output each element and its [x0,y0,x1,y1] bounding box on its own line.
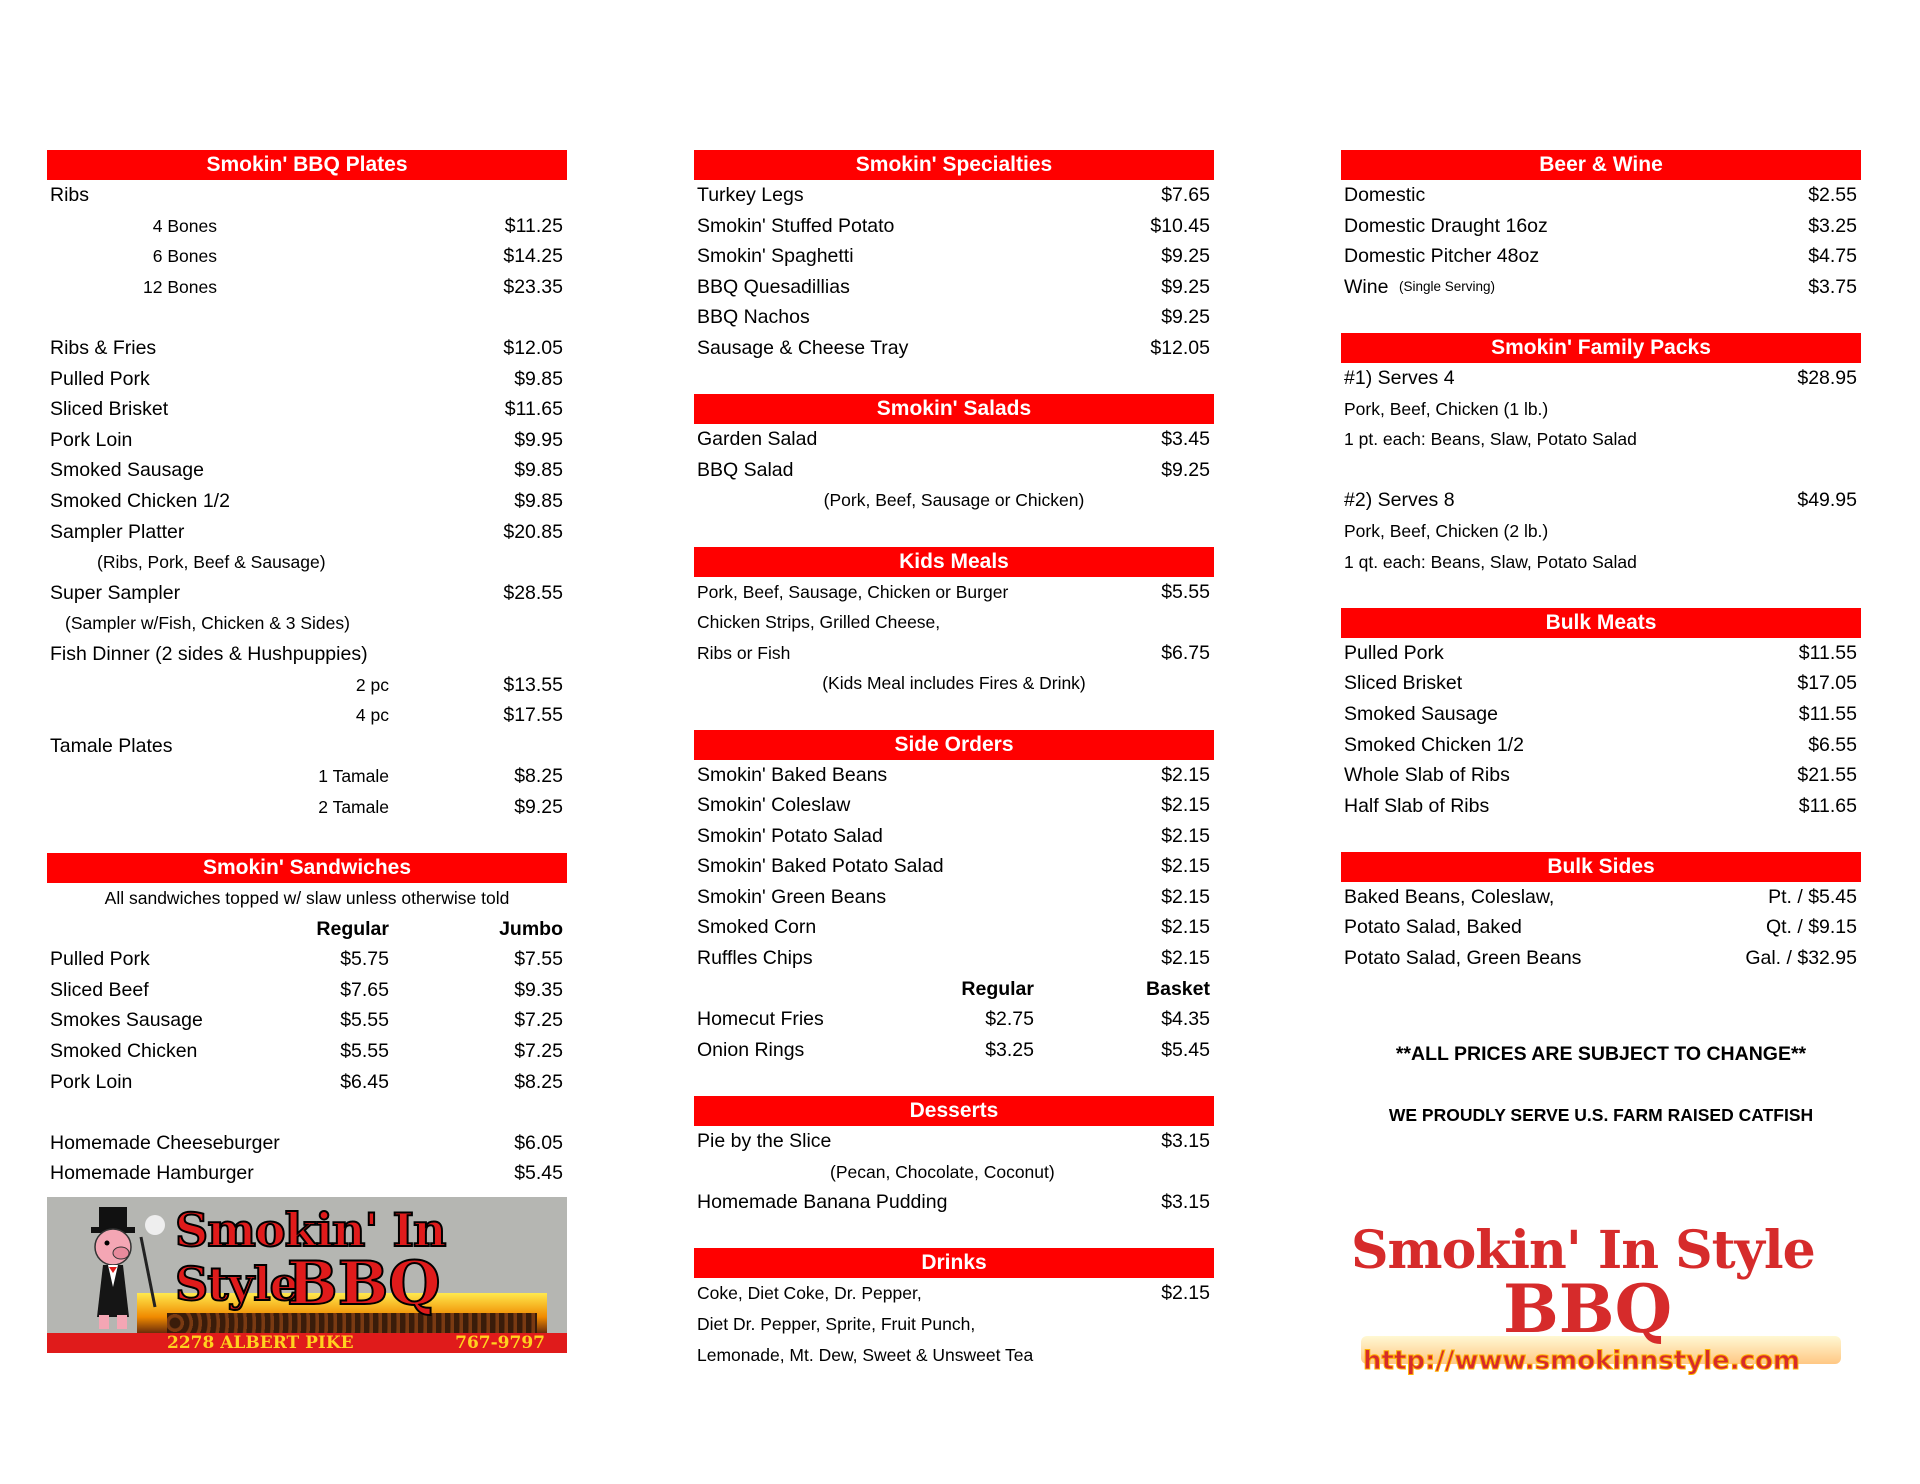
item-price: $9.85 [514,459,563,482]
item-option: 6 Bones [152,246,217,267]
menu-row [1341,638,1861,669]
item-name: Smokin' Stuffed Potato [697,214,895,237]
menu-row [47,670,567,701]
item-price: $14.25 [503,245,563,268]
menu-row [694,302,1214,333]
salads-note: (Pork, Beef, Sausage or Chicken) [823,490,1085,511]
regular-price: $5.75 [340,948,389,971]
restaurant-logo-banner [47,1197,567,1353]
menu-row [1341,912,1861,943]
menu-row [47,547,567,578]
item-name: Smoked Sausage [1344,702,1498,725]
item-name: Homecut Fries [697,1008,824,1031]
menu-row [1341,791,1861,822]
menu-row [1341,211,1861,242]
menu-row [694,821,1214,852]
menu-row [694,272,1214,303]
menu-row [47,731,567,762]
item-price: Gal. / $32.95 [1745,947,1857,970]
family-pack-2-price: $49.95 [1797,489,1857,512]
item-name: Homemade Cheeseburger [50,1131,280,1154]
menu-row [47,639,567,670]
item-name: Smokin' Baked Beans [697,763,888,786]
item-price: $3.15 [1161,1191,1210,1214]
regular-price: $2.75 [985,1008,1034,1031]
bulk-sides-list [1341,882,1861,974]
item-name: Domestic Draught 16oz [1344,214,1548,237]
item-name: Smokin' Potato Salad [697,824,883,847]
logo-right-bbq: BBQ [1503,1270,1673,1348]
item-name: Ruffles Chips [697,947,813,970]
item-name: Sliced Brisket [1344,672,1463,695]
salads-list [694,424,1214,485]
bulk-meats-list [1341,638,1861,822]
menu-row [694,424,1214,455]
item-price: $3.75 [1808,275,1857,298]
item-price: $7.65 [1161,184,1210,206]
item-name: Wine [1344,275,1389,298]
menu-row [1341,760,1861,791]
kids-meals-header: Kids Meals [694,547,1214,577]
desserts-list [694,1126,1214,1218]
family-packs-header: Smokin' Family Packs [1341,333,1861,363]
sandwiches-list [47,944,567,1097]
item-option: 1 Tamale [318,766,389,787]
item-price: $3.25 [1808,214,1857,237]
item-price: $2.15 [1161,916,1210,939]
item-name: Potato Salad, Baked [1344,916,1522,939]
beer-wine-list [1341,180,1861,302]
specialties-list [694,180,1214,364]
item-name: Smokin' Baked Potato Salad [697,855,944,878]
item-name: Ribs [50,184,90,206]
menu-row [694,211,1214,242]
item-price: $9.25 [1161,458,1210,481]
right-column [1341,150,1861,1376]
item-name: Smoked Chicken 1/2 [1344,733,1524,756]
menu-row [47,700,567,731]
item-price: $3.15 [1161,1130,1210,1153]
item-price: $5.55 [1161,580,1210,603]
burgers-list [47,1128,567,1189]
menu-row [1341,241,1861,272]
item-price: $9.25 [1161,245,1210,268]
item-price: $12.05 [503,336,563,359]
menu-row [694,1340,1214,1371]
menu-row [1341,882,1861,913]
item-name: Pork Loin [50,428,133,451]
item-price: $11.55 [1798,702,1857,725]
item-price: $5.45 [514,1162,563,1185]
logo-bbq-text: BBQ [287,1249,441,1319]
item-description: (Pecan, Chocolate, Coconut) [830,1161,1055,1182]
pig-mascot-icon [77,1207,167,1333]
item-price: $2.15 [1161,1282,1210,1305]
item-price: $2.15 [1161,885,1210,908]
item-price: $13.55 [503,673,563,696]
item-price: $2.15 [1161,763,1210,786]
restaurant-logo [1341,1190,1861,1376]
item-option: 2 pc [355,674,389,695]
family-pack-2-label: #2) Serves 8 [1344,489,1455,512]
item-note: (Single Serving) [1399,278,1496,294]
item-name: Super Sampler [50,581,181,604]
item-price: $6.55 [1808,733,1857,756]
item-name: Smokin' Green Beans [697,885,887,908]
item-price: $9.25 [514,795,563,818]
menu-row [47,394,567,425]
left-column [47,150,567,1353]
regular-column-header: Regular [316,917,389,940]
menu-row [47,517,567,548]
item-name: Pork Loin [50,1070,133,1093]
spacer [47,302,567,333]
menu-row [694,912,1214,943]
item-name: Whole Slab of Ribs [1344,764,1510,787]
beer-wine-header: Beer & Wine [1341,150,1861,180]
drinks-header: Drinks [694,1248,1214,1278]
menu-row [694,455,1214,486]
menu-row [47,975,567,1006]
family-pack-1-label: #1) Serves 4 [1344,366,1455,389]
menu-row [47,241,567,272]
menu-row [1341,943,1861,974]
item-price: $12.05 [1150,336,1210,359]
item-price: $8.25 [514,765,563,788]
family-pack-2-meats: Pork, Beef, Chicken (2 lb.) [1344,520,1549,541]
menu-row [47,486,567,517]
menu-row [1341,272,1861,303]
menu-row [47,425,567,456]
item-price: $2.15 [1161,794,1210,817]
logo-right-name: Smokin' In Style [1351,1220,1815,1281]
regular-price: $3.25 [985,1038,1034,1061]
item-description: (Sampler w/Fish, Chicken & 3 Sides) [65,613,350,634]
basket-price: $4.35 [1161,1008,1210,1031]
menu-row [47,761,567,792]
menu-row [694,1278,1214,1309]
menu-row [694,1157,1214,1188]
menu-row [694,180,1214,211]
menu-row [47,1158,567,1189]
item-price: $9.25 [1161,306,1210,329]
regular-price: $6.45 [340,1070,389,1093]
item-price: $21.55 [1797,764,1857,787]
family-pack-1-sides: 1 pt. each: Beans, Slaw, Potato Salad [1344,429,1637,450]
bulk-meats-header: Bulk Meats [1341,608,1861,638]
side-orders-list [694,760,1214,974]
item-price: $28.55 [503,581,563,604]
menu-row [47,608,567,639]
family-pack-1-meats: Pork, Beef, Chicken (1 lb.) [1344,398,1549,419]
item-name: Pulled Pork [1344,641,1444,664]
desserts-header: Desserts [694,1096,1214,1126]
menu-row [47,211,567,242]
menu-row [47,578,567,609]
item-name: Lemonade, Mt. Dew, Sweet & Unsweet Tea [697,1344,1034,1365]
kids-meals-list [694,577,1214,669]
regular-price: $5.55 [340,1040,389,1063]
catfish-notice: WE PROUDLY SERVE U.S. FARM RAISED CATFISH [1388,1105,1814,1125]
menu-row [47,180,567,211]
item-option: 12 Bones [143,276,217,297]
sandwiches-note: All sandwiches topped w/ slaw unless otherwise told [104,888,510,909]
jumbo-column-header: Jumbo [499,917,563,940]
jumbo-price: $7.25 [514,1009,563,1032]
item-name: Homemade Hamburger [50,1162,254,1185]
menu-row [47,272,567,303]
item-price: $2.15 [1161,947,1210,970]
menu-row [694,607,1214,638]
item-price: $17.05 [1797,672,1857,695]
item-description: (Ribs, Pork, Beef & Sausage) [97,552,326,573]
menu-row [47,1067,567,1098]
jumbo-price: $7.25 [514,1040,563,1063]
item-price: $11.25 [504,214,563,237]
item-name: Smoked Chicken [50,1040,198,1063]
item-price: $9.95 [514,428,563,451]
item-name: Sausage & Cheese Tray [697,336,909,359]
item-price: Qt. / $9.15 [1765,916,1857,939]
item-price: $10.45 [1150,214,1210,237]
family-pack-2-sides: 1 qt. each: Beans, Slaw, Potato Salad [1344,551,1637,572]
item-name: Onion Rings [697,1038,805,1061]
menu-row [694,851,1214,882]
item-price: $9.85 [514,489,563,512]
item-name: Fish Dinner (2 sides & Hushpuppies) [50,642,368,665]
side-orders-header: Side Orders [694,730,1214,760]
menu-row [694,638,1214,669]
item-name: Coke, Diet Coke, Dr. Pepper, [697,1283,922,1304]
item-name: Ribs & Fries [50,336,157,359]
item-name: Domestic Pitcher 48oz [1344,245,1540,268]
item-name: Diet Dr. Pepper, Sprite, Fruit Punch, [697,1314,976,1334]
kids-meals-note: (Kids Meal includes Fires & Drink) [822,673,1086,694]
menu-row [47,364,567,395]
specialties-header: Smokin' Specialties [694,150,1214,180]
regular-price: $7.65 [340,978,389,1001]
item-name: Ribs or Fish [697,642,791,663]
item-name: Potato Salad, Green Beans [1344,947,1582,970]
item-name: Domestic [1344,184,1426,206]
item-name: Smokes Sausage [50,1009,203,1032]
jumbo-price: $8.25 [514,1070,563,1093]
menu-row [694,790,1214,821]
item-name: Chicken Strips, Grilled Cheese, [697,612,941,633]
item-name: Pulled Pork [50,948,150,971]
menu-row [694,577,1214,608]
item-price: $2.15 [1161,855,1210,878]
menu-row [694,333,1214,364]
jumbo-price: $7.55 [514,948,563,971]
item-price: $11.65 [504,398,563,421]
menu-row [47,944,567,975]
sides-basket-column-header: Basket [1146,977,1210,1000]
item-name: Smokin' Coleslaw [697,794,851,817]
jumbo-price: $9.35 [514,978,563,1001]
item-name: Smoked Chicken 1/2 [50,489,230,512]
item-price: Pt. / $5.45 [1768,885,1857,908]
logo-phone: 767-9797 [455,1333,545,1353]
website-url: http://www.smokinnstyle.com [1363,1346,1800,1376]
item-name: Sampler Platter [50,520,185,543]
item-price: $17.55 [503,704,563,727]
item-name: Sliced Brisket [50,398,169,421]
bbq-plates-header: Smokin' BBQ Plates [47,150,567,180]
item-name: Smoked Sausage [50,459,204,482]
bulk-sides-header: Bulk Sides [1341,852,1861,882]
menu-row [694,1035,1214,1066]
sandwiches-header: Smokin' Sandwiches [47,853,567,883]
menu-row [1341,699,1861,730]
item-option: 4 pc [355,705,389,726]
item-name: Turkey Legs [697,184,804,206]
item-price: $6.75 [1161,641,1210,664]
price-change-notice: **ALL PRICES ARE SUBJECT TO CHANGE** [1395,1043,1807,1065]
menu-row [694,882,1214,913]
menu-row [694,943,1214,974]
item-name: Smoked Corn [697,916,817,939]
menu-row [47,1128,567,1159]
item-price: $20.85 [503,520,563,543]
item-price: $2.55 [1808,184,1857,206]
menu-row [694,1309,1214,1340]
menu-row [694,1126,1214,1157]
menu-row [47,792,567,823]
item-price: $11.65 [1798,794,1857,817]
drinks-list [694,1278,1214,1370]
item-name: Smokin' Spaghetti [697,245,854,268]
menu-row [47,1005,567,1036]
item-price: $9.85 [514,367,563,390]
menu-row [47,1036,567,1067]
item-price: $11.55 [1798,641,1857,664]
item-name: Pork, Beef, Sausage, Chicken or Burger [697,581,1009,602]
basket-price: $5.45 [1161,1038,1210,1061]
item-option: 4 Bones [152,215,217,236]
menu-row [694,241,1214,272]
item-name: Sliced Beef [50,978,149,1001]
menu-row [1341,730,1861,761]
item-option: 2 Tamale [318,796,389,817]
item-price: $2.15 [1161,824,1210,847]
item-name: BBQ Nachos [697,306,810,329]
logo-address: 2278 ALBERT PIKE [167,1333,354,1353]
middle-column [694,150,1214,1370]
item-name: Half Slab of Ribs [1344,794,1490,817]
logo-name-text: Smokin' In Style [175,1203,446,1311]
item-name: Tamale Plates [50,734,173,757]
item-price: $23.35 [503,275,563,298]
salads-header: Smokin' Salads [694,394,1214,424]
item-name: Homemade Banana Pudding [697,1191,948,1214]
menu-row [694,1004,1214,1035]
item-name: Pie by the Slice [697,1130,832,1153]
item-name: BBQ Salad [697,458,794,481]
item-name: Baked Beans, Coleslaw, [1344,885,1555,908]
basket-sides-list [694,1004,1214,1065]
item-price: $3.45 [1161,428,1210,451]
menu-row [694,1187,1214,1218]
menu-row [1341,668,1861,699]
item-name: Pulled Pork [50,367,150,390]
family-pack-1-price: $28.95 [1797,366,1857,389]
sides-regular-column-header: Regular [961,977,1034,1000]
item-name: Garden Salad [697,428,818,451]
item-name: BBQ Quesadillias [697,275,850,298]
menu-row [1341,180,1861,211]
item-price: $9.25 [1161,275,1210,298]
bbq-plates-list [47,180,567,822]
menu-row [47,333,567,364]
menu-row [694,760,1214,791]
item-price: $4.75 [1808,245,1857,268]
item-price: $6.05 [514,1131,563,1154]
menu-row [47,455,567,486]
regular-price: $5.55 [340,1009,389,1032]
